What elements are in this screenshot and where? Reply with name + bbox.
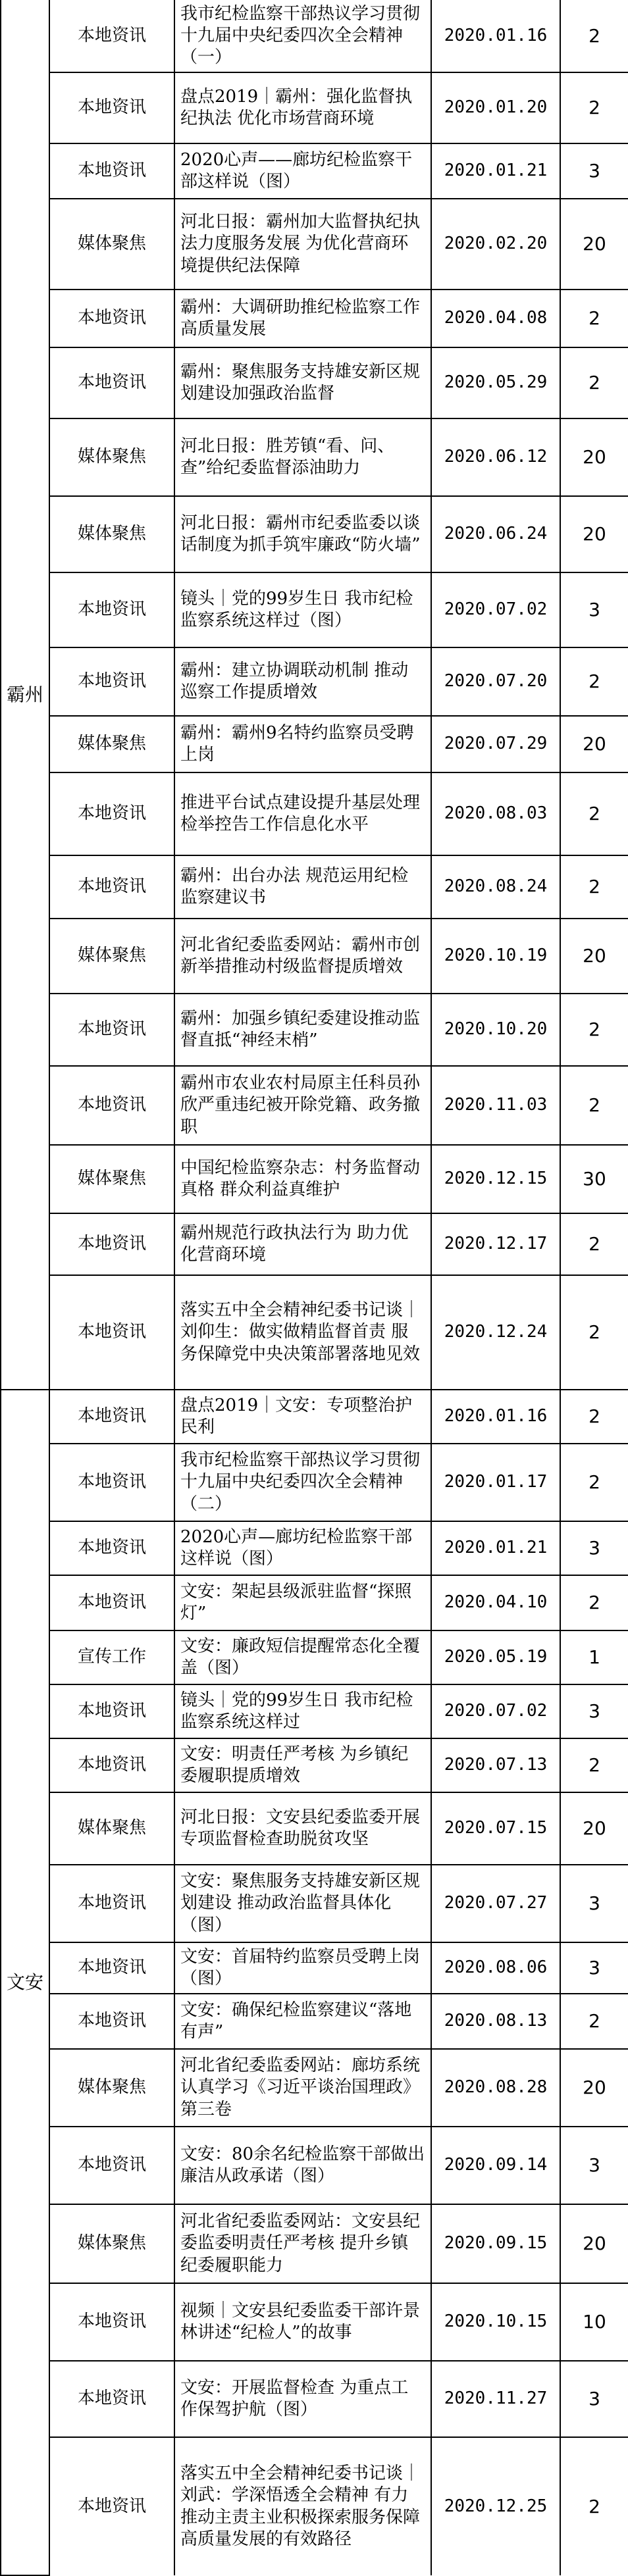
title-cell: 我市纪检监察干部热议学习贯彻十九届中央纪委四次全会精神（一） <box>174 0 431 72</box>
table-row <box>1 1275 628 1390</box>
date-cell: 2020.07.02 <box>431 572 560 647</box>
category-cell: 本地资讯 <box>49 1865 174 1942</box>
title-cell: 河北省纪委监委网站：文安县纪委监委明责任严考核 提升乡镇纪委履职能力 <box>174 2204 431 2283</box>
date-cell: 2020.10.15 <box>431 2283 560 2361</box>
table-row <box>1 919 628 994</box>
score-cell: 2 <box>560 1066 628 1145</box>
category-cell: 媒体聚焦 <box>49 2204 174 2283</box>
table-row <box>1 2437 628 2575</box>
category-cell: 本地资讯 <box>49 994 174 1066</box>
score-cell: 2 <box>560 347 628 418</box>
category-cell: 本地资讯 <box>49 1444 174 1521</box>
date-cell: 2020.08.28 <box>431 2049 560 2127</box>
title-cell: 镜头｜党的99岁生日 我市纪检监察系统这样过 <box>174 1684 431 1738</box>
score-cell: 3 <box>560 572 628 647</box>
date-cell: 2020.04.10 <box>431 1575 560 1630</box>
score-cell: 1 <box>560 1630 628 1684</box>
title-cell: 中国纪检监察杂志：村务监督动真格 群众利益真维护 <box>174 1145 431 1213</box>
title-cell: 我市纪检监察干部热议学习贯彻十九届中央纪委四次全会精神（二） <box>174 1444 431 1521</box>
date-cell: 2020.01.21 <box>431 143 560 199</box>
table-row <box>1 1575 628 1630</box>
category-cell: 本地资讯 <box>49 1066 174 1145</box>
table-row <box>1 1213 628 1275</box>
title-cell: 视频｜文安县纪委监委干部许景林讲述“纪检人”的故事 <box>174 2283 431 2361</box>
score-cell: 3 <box>560 2127 628 2204</box>
score-cell: 3 <box>560 143 628 199</box>
title-cell: 河北日报：文安县纪委监委开展专项监督检查助脱贫攻坚 <box>174 1792 431 1865</box>
score-cell: 3 <box>560 1942 628 1994</box>
table-row <box>1 143 628 199</box>
title-cell: 霸州：霸州9名特约监察员受聘上岗 <box>174 716 431 772</box>
score-cell: 20 <box>560 1792 628 1865</box>
title-cell: 霸州市农业农村局原主任科员孙欣严重违纪被开除党籍、政务撤职 <box>174 1066 431 1145</box>
category-cell: 媒体聚焦 <box>49 919 174 994</box>
score-cell: 2 <box>560 1575 628 1630</box>
title-cell: 盘点2019｜文安：专项整治护民利 <box>174 1390 431 1444</box>
title-cell: 霸州：出台办法 规范运用纪检监察建议书 <box>174 855 431 919</box>
table-row <box>1 855 628 919</box>
score-cell: 2 <box>560 1994 628 2049</box>
date-cell: 2020.09.14 <box>431 2127 560 2204</box>
category-cell: 宣传工作 <box>49 1630 174 1684</box>
date-cell: 2020.07.15 <box>431 1792 560 1865</box>
table-row <box>1 72 628 143</box>
table-body <box>1 0 628 2575</box>
category-cell: 本地资讯 <box>49 647 174 716</box>
title-cell: 文安：明责任严考核 为乡镇纪委履职提质增效 <box>174 1738 431 1792</box>
score-cell: 20 <box>560 418 628 496</box>
date-cell: 2020.06.12 <box>431 418 560 496</box>
table-row <box>1 1738 628 1792</box>
category-cell: 本地资讯 <box>49 1390 174 1444</box>
score-cell: 20 <box>560 2204 628 2283</box>
date-cell: 2020.06.24 <box>431 496 560 572</box>
title-cell: 文安：架起县级派驻监督“探照灯” <box>174 1575 431 1630</box>
date-cell: 2020.08.06 <box>431 1942 560 1994</box>
table-row <box>1 572 628 647</box>
date-cell: 2020.04.08 <box>431 290 560 347</box>
title-cell: 河北省纪委监委网站：廊坊系统认真学习《习近平谈治国理政》第三卷 <box>174 2049 431 2127</box>
score-cell: 2 <box>560 1738 628 1792</box>
table-row <box>1 496 628 572</box>
date-cell: 2020.02.20 <box>431 199 560 290</box>
category-cell: 本地资讯 <box>49 1213 174 1275</box>
category-cell: 本地资讯 <box>49 2361 174 2437</box>
score-cell: 2 <box>560 72 628 143</box>
date-cell: 2020.09.15 <box>431 2204 560 2283</box>
category-cell: 媒体聚焦 <box>49 496 174 572</box>
category-cell: 本地资讯 <box>49 1521 174 1575</box>
date-cell: 2020.12.24 <box>431 1275 560 1390</box>
title-cell: 河北日报：霸州加大监督执纪执法力度服务发展 为优化营商环境提供纪法保障 <box>174 199 431 290</box>
table-row <box>1 647 628 716</box>
title-cell: 文安：开展监督检查 为重点工作保驾护航（图） <box>174 2361 431 2437</box>
title-cell: 文安：首届特约监察员受聘上岗（图） <box>174 1942 431 1994</box>
date-cell: 2020.10.20 <box>431 994 560 1066</box>
score-cell: 2 <box>560 647 628 716</box>
date-cell: 2020.12.17 <box>431 1213 560 1275</box>
title-cell: 2020心声—廊坊纪检监察干部这样说（图） <box>174 1521 431 1575</box>
score-cell: 20 <box>560 2049 628 2127</box>
score-cell: 2 <box>560 772 628 855</box>
table-row <box>1 2283 628 2361</box>
score-cell: 2 <box>560 0 628 72</box>
score-cell: 2 <box>560 1444 628 1521</box>
score-cell: 2 <box>560 1390 628 1444</box>
table-row <box>1 1942 628 1994</box>
category-cell: 本地资讯 <box>49 572 174 647</box>
category-cell: 媒体聚焦 <box>49 418 174 496</box>
table-row <box>1 716 628 772</box>
title-cell: 镜头｜党的99岁生日 我市纪检监察系统这样过（图） <box>174 572 431 647</box>
score-cell: 20 <box>560 199 628 290</box>
category-cell: 本地资讯 <box>49 143 174 199</box>
score-cell: 10 <box>560 2283 628 2361</box>
table-row <box>1 290 628 347</box>
table-row <box>1 1994 628 2049</box>
date-cell: 2020.01.20 <box>431 72 560 143</box>
date-cell: 2020.08.24 <box>431 855 560 919</box>
category-cell: 本地资讯 <box>49 1575 174 1630</box>
date-cell: 2020.08.03 <box>431 772 560 855</box>
table-row <box>1 1145 628 1213</box>
title-cell: 盘点2019｜霸州：强化监督执纪执法 优化市场营商环境 <box>174 72 431 143</box>
date-cell: 2020.01.21 <box>431 1521 560 1575</box>
table-row <box>1 1684 628 1738</box>
title-cell: 霸州：加强乡镇纪委建设推动监督直抵“神经末梢” <box>174 994 431 1066</box>
table-row <box>1 2361 628 2437</box>
table-row <box>1 1066 628 1145</box>
category-cell: 本地资讯 <box>49 855 174 919</box>
title-cell: 文安：聚焦服务支持雄安新区规划建设 推动政治监督具体化（图） <box>174 1865 431 1942</box>
title-cell: 河北省纪委监委网站：霸州市创新举措推动村级监督提质增效 <box>174 919 431 994</box>
table-row <box>1 1444 628 1521</box>
score-cell: 2 <box>560 1213 628 1275</box>
date-cell: 2020.01.16 <box>431 1390 560 1444</box>
category-cell: 本地资讯 <box>49 772 174 855</box>
table-row <box>1 1630 628 1684</box>
category-cell: 本地资讯 <box>49 72 174 143</box>
table-row <box>1 1390 628 1444</box>
table-row <box>1 1521 628 1575</box>
score-cell: 3 <box>560 2361 628 2437</box>
table-row <box>1 199 628 290</box>
table-row <box>1 1865 628 1942</box>
title-cell: 落实五中全会精神纪委书记谈｜刘仰生：做实做精监督首责 服务保障党中央决策部署落地见效 <box>174 1275 431 1390</box>
date-cell: 2020.12.15 <box>431 1145 560 1213</box>
date-cell: 2020.07.02 <box>431 1684 560 1738</box>
category-cell: 媒体聚焦 <box>49 2049 174 2127</box>
category-cell: 媒体聚焦 <box>49 199 174 290</box>
date-cell: 2020.12.25 <box>431 2437 560 2575</box>
score-cell: 3 <box>560 1521 628 1575</box>
title-cell: 2020心声——廊坊纪检监察干部这样说（图） <box>174 143 431 199</box>
date-cell: 2020.08.13 <box>431 1994 560 2049</box>
title-cell: 文安：80余名纪检监察干部做出廉洁从政承诺（图） <box>174 2127 431 2204</box>
category-cell: 媒体聚焦 <box>49 1792 174 1865</box>
date-cell: 2020.07.13 <box>431 1738 560 1792</box>
score-cell: 3 <box>560 1865 628 1942</box>
table-row <box>1 2204 628 2283</box>
table-row <box>1 772 628 855</box>
score-cell: 2 <box>560 2437 628 2575</box>
score-cell: 2 <box>560 290 628 347</box>
category-cell: 本地资讯 <box>49 290 174 347</box>
score-cell: 2 <box>560 994 628 1066</box>
title-cell: 文安：廉政短信提醒常态化全覆盖（图） <box>174 1630 431 1684</box>
category-cell: 媒体聚焦 <box>49 1145 174 1213</box>
category-cell: 本地资讯 <box>49 2283 174 2361</box>
date-cell: 2020.01.17 <box>431 1444 560 1521</box>
region-cell: 霸州 <box>1 0 49 1390</box>
score-cell: 2 <box>560 855 628 919</box>
table-row <box>1 1792 628 1865</box>
date-cell: 2020.10.19 <box>431 919 560 994</box>
title-cell: 落实五中全会精神纪委书记谈｜刘武：学深悟透全会精神 有力推动主责主业积极探索服务保障高质量发展的有效路径 <box>174 2437 431 2575</box>
title-cell: 河北日报：霸州市纪委监委以谈话制度为抓手筑牢廉政“防火墙” <box>174 496 431 572</box>
title-cell: 霸州：建立协调联动机制 推动巡察工作提质增效 <box>174 647 431 716</box>
score-cell: 3 <box>560 1684 628 1738</box>
date-cell: 2020.07.27 <box>431 1865 560 1942</box>
category-cell: 本地资讯 <box>49 0 174 72</box>
score-cell: 2 <box>560 1275 628 1390</box>
category-cell: 本地资讯 <box>49 2127 174 2204</box>
date-cell: 2020.11.27 <box>431 2361 560 2437</box>
category-cell: 媒体聚焦 <box>49 716 174 772</box>
title-cell: 文安：确保纪检监察建议“落地有声” <box>174 1994 431 2049</box>
title-cell: 推进平台试点建设提升基层处理检举控告工作信息化水平 <box>174 772 431 855</box>
category-cell: 本地资讯 <box>49 347 174 418</box>
title-cell: 河北日报：胜芳镇“看、问、查”给纪委监督添油助力 <box>174 418 431 496</box>
score-cell: 20 <box>560 716 628 772</box>
category-cell: 本地资讯 <box>49 2437 174 2575</box>
category-cell: 本地资讯 <box>49 1994 174 2049</box>
score-cell: 30 <box>560 1145 628 1213</box>
date-cell: 2020.07.20 <box>431 647 560 716</box>
date-cell: 2020.11.03 <box>431 1066 560 1145</box>
table-row <box>1 994 628 1066</box>
table-row <box>1 418 628 496</box>
table-row <box>1 347 628 418</box>
date-cell: 2020.05.29 <box>431 347 560 418</box>
date-cell: 2020.07.29 <box>431 716 560 772</box>
category-cell: 本地资讯 <box>49 1275 174 1390</box>
category-cell: 本地资讯 <box>49 1942 174 1994</box>
title-cell: 霸州：大调研助推纪检监察工作高质量发展 <box>174 290 431 347</box>
title-cell: 霸州规范行政执法行为 助力优化营商环境 <box>174 1213 431 1275</box>
score-cell: 20 <box>560 919 628 994</box>
table-row <box>1 2127 628 2204</box>
table-row <box>1 0 628 72</box>
table-row <box>1 2049 628 2127</box>
date-cell: 2020.01.16 <box>431 0 560 72</box>
score-cell: 20 <box>560 496 628 572</box>
region-cell: 文安 <box>1 1390 49 2575</box>
category-cell: 本地资讯 <box>49 1738 174 1792</box>
category-cell: 本地资讯 <box>49 1684 174 1738</box>
title-cell: 霸州：聚焦服务支持雄安新区规划建设加强政治监督 <box>174 347 431 418</box>
date-cell: 2020.05.19 <box>431 1630 560 1684</box>
